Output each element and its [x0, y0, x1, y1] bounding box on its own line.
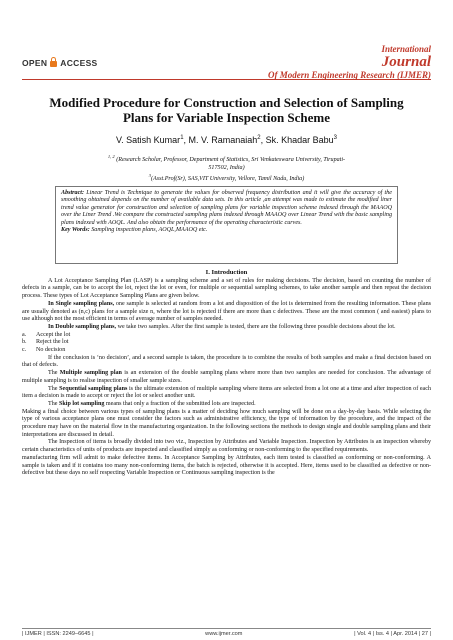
author-3-sup: 3 [333, 135, 338, 141]
list-item [22, 347, 431, 355]
list-text: Accept the lot [36, 331, 71, 338]
abstract-label: Abstract: [61, 190, 85, 196]
open-access-right: ACCESS [60, 57, 98, 68]
open-access-left: OPEN [22, 57, 48, 68]
para-4: If the conclusion is ‘no decision’, and a second sample is taken, the procedure is to combine the results of both samples and make a final decision based on that of defects. [22, 354, 431, 369]
para-2-bold: In Single sampling plans, [48, 300, 115, 307]
para-5-bold: Multiple sampling plan [59, 370, 122, 377]
keywords-text: Sampling inspection plans, AOQL,MAAOQ etc. [91, 227, 208, 234]
para-7-bold: Skip lot sampling [59, 400, 105, 407]
list-text: Reject the lot [36, 339, 69, 346]
list-item [22, 332, 431, 340]
para-7 [22, 401, 431, 409]
journal-masthead [268, 44, 431, 80]
author-3: Sk. Khadar Babu [265, 135, 334, 145]
list-marker: c. [22, 347, 27, 354]
para-10: manufacturing firm will admit to make defective items. In Acceptance Sampling by Attributes, each item tested is classified as conforming or non-conforming. A sample is taken and if it contains too many non-conforming items, the batch is rejected, otherwise it is accepted. Here, items used to be classified as defective or non-defective but these days no self respecting Variable Inspection or Continuous sampling inspection is the [22, 454, 431, 477]
footer-left: | IJMER | ISSN: 2249–6645 | [22, 631, 94, 637]
open-lock-icon [49, 57, 58, 68]
author-list: V. Satish Kumar$^1$, M. V. Ramanaiah$^2$, Sk. Khadar Babu$^3$ [115, 135, 338, 145]
para-6 [22, 386, 431, 401]
section-heading: I. Introduction [205, 269, 248, 276]
open-access-logo [22, 57, 98, 68]
para-3-text: we take two samples. After the first sample is tested, there are the following three possible decisions about the lot. [116, 323, 396, 330]
para-3 [22, 324, 431, 332]
author-1: V. Satish Kumar [115, 135, 181, 145]
para-3-bold: In Double sampling plans, [48, 323, 117, 330]
paper-title [40, 95, 413, 125]
author-2: M. V. Ramanaiah [188, 135, 258, 145]
para-1: A Lot Acceptance Sampling Plan (LASP) is a sampling scheme and a set of rules for making decisions. The decision, based on counting the number of defects in a sample, can be to accept the lot, reject the lot or even, for multiple or sequential sampling schemes, to take another sample and then repeat the decision process. These types of Lot Acceptance Sampling Plans are given below. [22, 277, 431, 300]
para-5 [22, 370, 431, 385]
journal-line1: International [381, 44, 431, 54]
list-marker: b. [22, 339, 27, 346]
body-text [22, 268, 431, 478]
keywords-label: Key Words: [61, 227, 90, 234]
page-footer [22, 628, 431, 637]
decision-list [22, 332, 431, 355]
para-5-pre: The [48, 370, 60, 377]
footer-center: www.ijmer.com [205, 631, 243, 637]
abstract-box [55, 186, 398, 264]
title-line2: Plans for Variable Inspection Scheme [122, 110, 331, 125]
para-6-pre: The [48, 385, 60, 392]
para-7-pre: The [48, 400, 59, 407]
abstract-text: Linear Trend is Technique to generate the values for observed frequency distribution and it will give the accuracy of the smoothing obtained depends on the number of available data sets. In this article ,an attempt was made to estimate the modified liner trend value generator for construction and selection of sampling plans for variable inspection scheme indexed through the MAAOQ over the Liner Trend .We compare the constructed sampling plans indexed through MAAOQ over Linear Trend with the basic sampling plans indexed with AOQL. And also obtain the performance of the operating characteristic curves. [61, 190, 392, 226]
para-9: The Inspection of items is broadly divided into two viz., Inspection by Attributes and Variable Inspection. Inspection by Attributes is an inspection whereby certain characteristics of units of products are inspected and classified simply as conforming or non-conforming to the specified requirements. [22, 439, 431, 454]
affil-sup-3: 3 [148, 173, 151, 179]
title-line1: Modified Procedure for Construction and Selection of Sampling [49, 95, 404, 110]
affil-line1: (Research Scholar, Professor, Department of Statistics, Sri Venkateswara University, Tirupati- [116, 157, 346, 164]
para-6-text: is the ultimate extension of multiple sampling where items are selected from a lot one at a time and after inspection of each item a decision is made to accept or reject the lot or select another unit. [22, 385, 432, 400]
header-rule [22, 79, 431, 80]
journal-line2: Journal [381, 54, 431, 70]
affiliations [60, 153, 393, 184]
list-text: No decision [36, 347, 66, 354]
para-8: Making a final choice between various types of sampling plans is a matter of deciding how much sampling will be done on a day-by-day basis. While selecting the type of various acceptance plans one must consider the factors such as administrative efficiency, the type of information by the procedure, and the impact of the procedure may have on the material flow in the manufacturing organization. In the following sections the methods to design single and double sampling plans and their interpretations are discussed in detail. [22, 408, 431, 438]
affil-line2: 517502, India) [208, 164, 245, 171]
journal-line3: Of Modern Engineering Research (IJMER) [267, 70, 431, 80]
para-7-text: means that only a fraction of the submitted lots are inspected. [104, 400, 256, 407]
footer-right: | Vol. 4 | Iss. 4 | Apr. 2014 | 27 | [354, 631, 431, 637]
para-5-text: is an extension of the double sampling plans where more than two samples are needed for conclusion. The advantage of multiple sampling is to realise inspection of smaller sample sizes. [22, 370, 431, 384]
list-item [22, 339, 431, 347]
para-6-bold: Sequential sampling plans [59, 385, 128, 392]
affil-sup-1: 1, 2 [107, 154, 115, 159]
affil-line3: (Asst.Prof(Sr), SAS,VIT University, Vellore, Tamil Nadu, India) [151, 176, 305, 183]
para-2 [22, 301, 431, 324]
list-marker: a. [22, 331, 27, 338]
para-2-text: one sample is selected at random from a lot and disposition of the lot is determined from the resulting information. These plans are usually denoted as (n,c) plans for a sample size n, where the lot is rejected if there are more than c defectives. These are the most common ( and easiest) plans to use although not the most efficient in terms of average number of samples needed. [22, 300, 431, 323]
author-1-sup: 1 [180, 135, 184, 141]
author-2-sup: 2 [257, 135, 261, 141]
